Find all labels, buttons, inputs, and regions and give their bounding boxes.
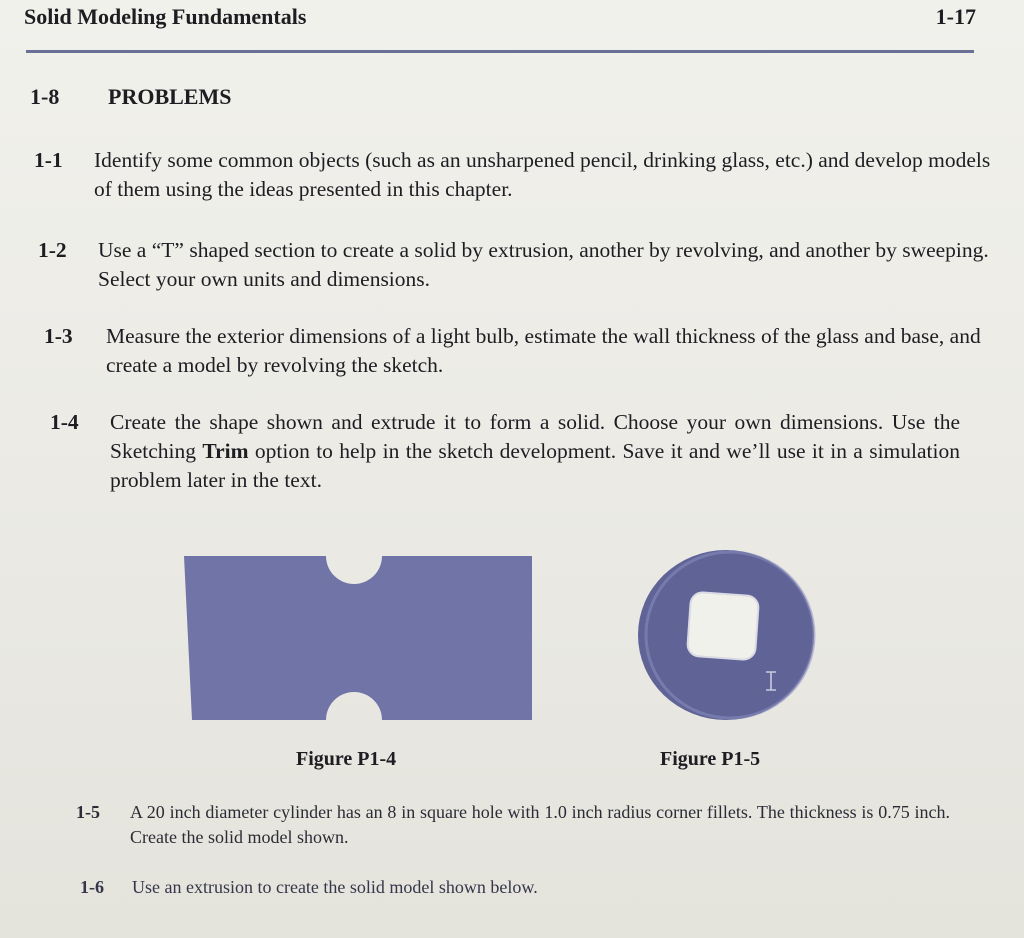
notched-plate [184, 556, 532, 720]
problem-text: Use a “T” shaped section to create a solid by extrusion, another by revolving, and another by sweeping. Select your own units and dimensions. [98, 238, 989, 291]
figure-caption-p1-4: Figure P1-4 [296, 748, 397, 770]
problem-number: 1-6 [80, 877, 104, 897]
problem-number: 1-5 [76, 802, 100, 822]
figure-p1-4-shape [180, 552, 540, 728]
problem-text: Use an extrusion to create the solid model shown below. [132, 877, 538, 897]
section-number: 1-8 [30, 84, 60, 109]
problem-text [110, 408, 960, 495]
page-number: 1-17 [935, 4, 976, 29]
running-header [24, 2, 976, 34]
problem-number: 1-4 [50, 410, 79, 434]
header-rule [26, 50, 974, 53]
problem-text-part: option to help in the sketch development. Save it and we’ll use it in a simulation problem later in the text. [110, 439, 960, 492]
problem-number: 1-3 [44, 324, 73, 348]
problem-number: 1-2 [38, 238, 67, 262]
trim-keyword: Trim [202, 439, 249, 463]
figure-p1-5-shape [634, 546, 820, 726]
section-heading [30, 84, 231, 110]
figure-caption-p1-5: Figure P1-5 [660, 748, 761, 770]
problem-text-part: Create the shape shown and extrude it to form a solid. Choose your own dimensions. Use the Sketching [110, 410, 960, 463]
problem-number: 1-1 [34, 148, 63, 172]
square-hole [687, 592, 759, 661]
problem-text: Measure the exterior dimensions of a light bulb, estimate the wall thickness of the glass and base, and create a model by revolving the sketch. [106, 324, 981, 377]
book-title: Solid Modeling Fundamentals [24, 4, 307, 29]
problem-text: Identify some common objects (such as an unsharpened pencil, drinking glass, etc.) and develop models of them using the ideas presented in this chapter. [94, 148, 991, 201]
problem-text: A 20 inch diameter cylinder has an 8 in square hole with 1.0 inch radius corner fillets. The thickness is 0.75 inch. Create the solid model shown. [130, 802, 950, 847]
section-title: PROBLEMS [108, 84, 232, 109]
